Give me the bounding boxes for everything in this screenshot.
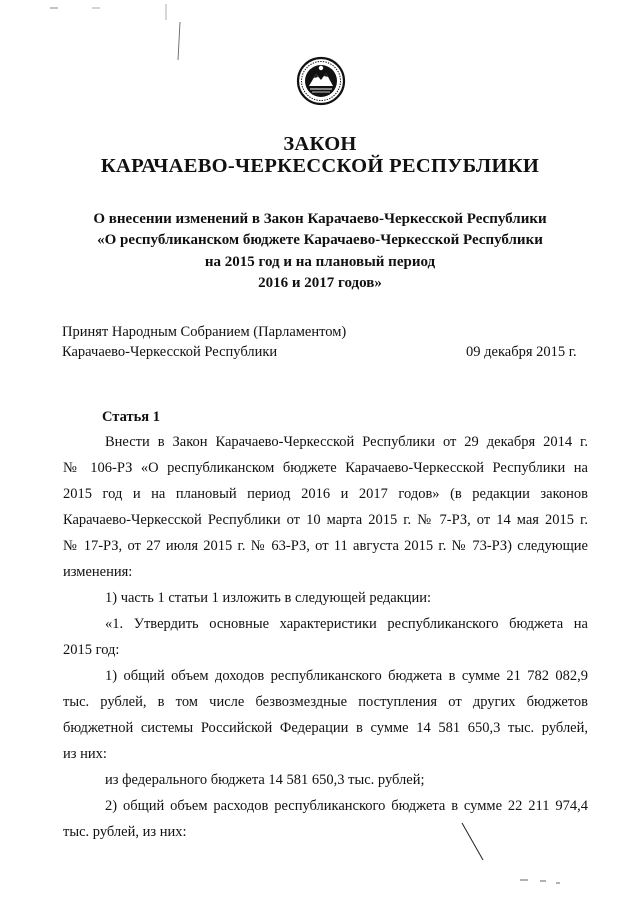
article-line: № 17-РЗ, от 27 июля 2015 г. № 63-РЗ, от 11 августа 2015 г. № 73-РЗ) следующие (63, 538, 588, 554)
adoption-block (62, 322, 346, 362)
article-line: изменения: (63, 564, 133, 580)
adoption-date: 09 декабря 2015 г. (466, 344, 577, 360)
article-line: тыс. рублей, из них: (63, 824, 187, 840)
subtitle-line: 2016 и 2017 годов» (258, 274, 382, 291)
adoption-line: Карачаево-Черкесской Республики (62, 344, 278, 360)
article-line: бюджетной системы Российской Федерации в сумме 14 581 650,3 тыс. рублей, (63, 720, 588, 736)
article-line: Карачаево-Черкесской Республики от 10 марта 2015 г. № 7-РЗ, от 14 мая 2015 г. (63, 512, 588, 528)
article-line: 2) общий объем расходов республиканского бюджета в сумме 22 211 974,4 (105, 798, 588, 814)
article-line: тыс. рублей, в том числе безвозмездные поступления от других бюджетов (63, 694, 588, 710)
subtitle-line: на 2015 год и на плановый период (204, 253, 436, 270)
republic-name: КАРАЧАЕВО-ЧЕРКЕССКОЙ РЕСПУБЛИКИ (100, 155, 540, 177)
republic-coat-of-arms-icon (296, 56, 346, 106)
subtitle-line: «О республиканском бюджете Карачаево-Черкесской Республики (97, 232, 543, 249)
adoption-line: Принят Народным Собранием (Парламентом) (62, 324, 347, 340)
law-subtitle (0, 209, 640, 294)
article-line: 1) часть 1 статьи 1 изложить в следующей редакции: (105, 590, 431, 606)
article-line: из них: (63, 746, 107, 762)
article-line: 1) общий объем доходов республиканского бюджета в сумме 21 782 082,9 (105, 668, 588, 684)
article-line: № 106-РЗ «О республиканском бюджете Карачаево-Черкесской Республики на (63, 460, 588, 476)
subtitle-line: О внесении изменений в Закон Карачаево-Черкесской Республики (93, 211, 547, 227)
article-line: 2015 год: (63, 642, 120, 658)
article-line: из федерального бюджета 14 581 650,3 тыс. рублей; (105, 772, 425, 788)
article-line: Внести в Закон Карачаево-Черкесской Республики от 29 декабря 2014 г. (105, 434, 588, 450)
article-line: «1. Утвердить основные характеристики республиканского бюджета на (105, 616, 588, 632)
article-title: Статья 1 (102, 409, 160, 425)
article-line: 2015 год и на плановый период 2016 и 2017 годов» (в редакции законов (63, 486, 588, 502)
law-title: ЗАКОН (283, 133, 357, 155)
